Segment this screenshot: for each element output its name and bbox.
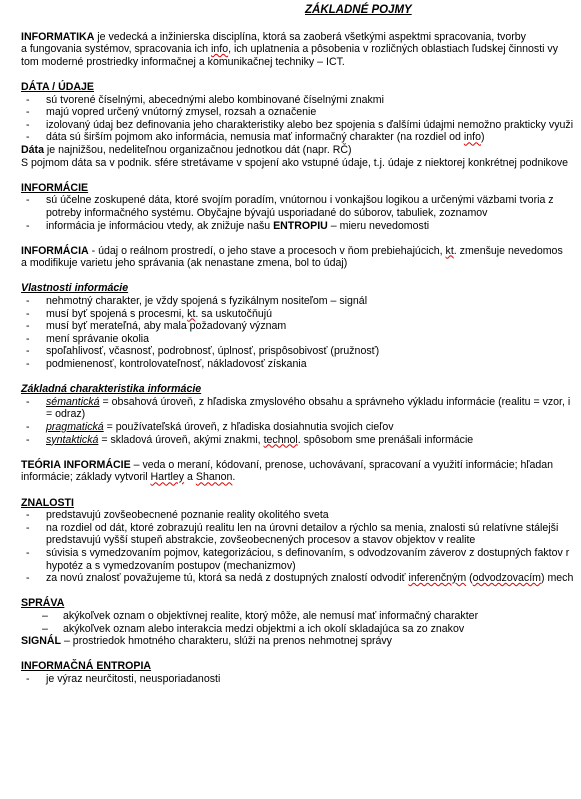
list-item: - mení správanie okolia [21,333,581,346]
informatika-paragraph: INFORMATIKA je vedecká a inžinierska disciplína, ktorá sa zaoberá všetkými aspektmi spracovania, tvorby a fungovania systémov, spracovania ich info, ich uplatnenia a pôsobenia v rozličných oblastiach ľudskej činnosti vy tom moderné prostriedky informačnej a komunikačnej techniky – ICT. [21,30,559,68]
list-item: - izolovaný údaj bez definovania jeho charakteristiky alebo bez spojenia s ďalšími údajmi nemožno prakticky využi [21,119,581,132]
list-item: – akýkoľvek oznam o objektívnej realite, ktorý môže, ale nemusí mať informačný charakter [21,610,581,623]
list-item: - syntaktická = skladová úroveň, akými znakmi, technol. spôsobom sme prenášali informácie [21,434,581,447]
list-item: - sú účelne zoskupené dáta, ktoré svojím poradím, vnútornou i vonkajšou logikou a určenými väzbami tvoria z potreby informačného systému. Obyčajne bývajú usporiadané do súborov, tabuliek, zoznamov [21,194,581,219]
znalosti-heading: ZNALOSTI [21,496,74,509]
sprava-list [21,610,581,635]
data-list [21,94,581,144]
list-item: - musí byť merateľná, aby mala požadovaný význam [21,320,581,333]
list-item: - za novú znalosť považujeme tú, ktorá sa nedá z dostupných znalostí odvodiť inferenčným (odvodzovacím) mech [21,572,581,585]
informacie-heading: INFORMÁCIE [21,181,89,194]
list-item: - pragmatická = používateľská úroveň, z hľadiska dosiahnutia svojich cieľov [21,421,581,434]
entropia-heading: INFORMAČNÁ ENTROPIA [21,660,152,673]
informatika-term: INFORMATIKA [21,30,95,43]
list-item: - je výraz neurčitosti, neusporiadanosti [21,673,581,686]
data-smallest-unit: Dáta je najnižšou, nedeliteľnou organizačnou jednotkou dát (napr. RČ) [21,143,352,156]
list-item: - majú vopred určený vnútorný zmysel, rozsah a označenie [21,106,581,119]
entropia-list [21,673,581,686]
list-item: - musí byť spojená s procesmi, kt. sa uskutočňujú [21,308,581,321]
list-item: - súvisia s vymedzovaním pojmov, kategorizáciou, s definovaním, s odvodzovaním záverov z dostupných faktov r hypotéz a s vymedzovaním postupov (mechanizmov) [21,547,581,572]
teoria-paragraph: TEÓRIA INFORMÁCIE – veda o meraní, kódovaní, prenose, uchovávaní, spracovaní a využití informácie; hľadan informácie; základy vytvoril Hartley a Shanon. [21,458,554,484]
list-item: - predstavujú zovšeobecnené poznanie reality okolitého sveta [21,509,581,522]
charakteristika-list [21,396,581,446]
data-heading: DÁTA / ÚDAJE [21,80,94,93]
informacie-list [21,194,581,232]
list-item: – akýkoľvek oznam alebo interakcia medzi objektmi a ich okolí skladajúca sa zo znakov [21,623,581,636]
informacia-paragraph: INFORMÁCIA - údaj o reálnom prostredí, o jeho stave a procesoch v ňom prebiehajúcich, kt. zmenšuje nevedomos a modifikuje varietu jeho správania (ak nenastane zmena, bol to údaj) [21,244,563,270]
charakteristika-heading: Základná charakteristika informácie [21,383,202,396]
list-item: - spoľahlivosť, včasnosť, podrobnosť, úplnosť, prispôsobivosť (pružnosť) [21,345,581,358]
page-title: ZÁKLADNÉ POJMY [305,4,412,16]
list-item: - dáta sú širším pojmom ako informácia, nemusia mať informačný charakter (na rozdiel od info) [21,131,581,144]
list-item: - nehmotný charakter, je vždy spojená s fyzikálnym nositeľom – signál [21,295,581,308]
signal-definition: SIGNÁL – prostriedok hmotného charakteru, slúži na prenos nehmotnej správy [21,635,392,648]
sprava-heading: SPRÁVA [21,597,65,610]
document-content [21,0,581,685]
list-item: - sú tvorené číselnými, abecednými alebo kombinované číselnými znakmi [21,94,581,107]
list-item: - sémantická = obsahová úroveň, z hľadiska zmyslového obsahu a správneho výkladu informácie (realitu = vzor, i = odraz) [21,396,581,421]
vlastnosti-list [21,295,581,371]
data-enterprise-note: S pojmom dáta sa v podnik. sfére stretávame v spojení ako vstupné údaje, t.j. údaje z niektorej konkrétnej podnikove [21,156,569,169]
znalosti-list [21,509,581,585]
vlastnosti-heading: Vlastnosti informácie [21,282,129,295]
list-item: - na rozdiel od dát, ktoré zobrazujú realitu len na úrovni detailov a rýchlo sa menia, znalosti sú relatívne stálejši predstavujú vyšší stupeň abstrakcie, zovšeobecnených procesov a stavov objektov v realite [21,522,581,547]
list-item: - podmienenosť, kontrolovateľnosť, nákladovosť získania [21,358,581,371]
list-item: - informácia je informáciou vtedy, ak znižuje našu ENTROPIU – mieru nevedomosti [21,220,581,233]
